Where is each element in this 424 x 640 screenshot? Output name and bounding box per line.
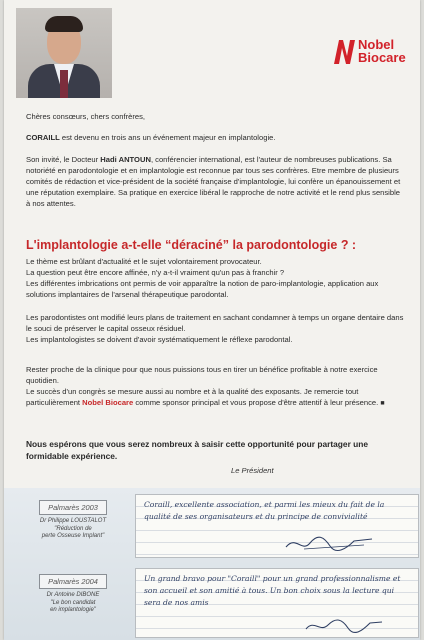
event-name: CORAILL [26, 133, 60, 142]
sponsor-name: Nobel [82, 398, 104, 407]
letter-invite-paragraph: Son invité, le Docteur Hadi ANTOUN, conférencier international, est l'auteur de nombreuses publications. Sa notoriété en parodontologie et en implantologie est reconnue par tous ses confrères. Etre membre de plusieurs comités de rédaction et vice-président de la société française d'implantologie, lui confère un épanouissement et une réputation exemplaire. Sa pratique en exercice libéral le rapproche de notre activité et le rend plus sensible à nos attentes. [26, 155, 401, 208]
final-statement: Nous espérons que vous serez nombreux à saisir cette opportunité pour partager une formidable expérience. [26, 439, 369, 461]
letter-intro: CORAILL est devenu en trois ans un événement majeur en implantologie. [26, 133, 276, 142]
testimonial-note-2003 [135, 494, 419, 558]
testimonial-label-2003: Palmarès 2003 Dr Philippe LOUSTALOT "Réduction de perte Osseuse Implant" [14, 500, 132, 558]
letter-greeting: Chères consœurs, chers confrères, [26, 112, 146, 121]
nobel-biocare-logo-mark-icon [331, 36, 357, 68]
brochure-page [4, 0, 420, 640]
closing-paragraph: Rester proche de la clinique pour que nous puissions tous en tirer un bénéfice profitable à notre exercice quotidien. Le succès d'un congrès se mesure aussi au nombre et à la qualité des exposants. Je remercie tout particulièrement Nobel Biocare comme sponsor principal et vous propose d'être attentif à leur présence. ■ [26, 365, 385, 407]
signature-icon [284, 533, 374, 553]
testimonial-label-2004: Palmarès 2004 Dr Antoine DIBONE "Le bon candidat en implantologie" [14, 574, 132, 632]
award-ribbon: Palmarès 2004 [39, 574, 107, 589]
testimonial-author: Dr Antoine DIBONE [46, 592, 100, 598]
signoff: Le Président [231, 466, 274, 475]
nobel-biocare-logo [331, 36, 420, 68]
logo-line-2: Biocare [358, 50, 406, 65]
parodontist-paragraph: Les parodontistes ont modifié leurs plans de traitement en sachant condamner à temps un organe dentaire dans le souci de préserver le capital osseux résiduel. Les implantologistes se doivent d'avoir systématiquement le réflexe parodontal. [26, 313, 404, 344]
logo-line-1: Nobel [358, 37, 395, 52]
speaker-name: Hadi ANTOUN [100, 155, 151, 164]
end-square-icon: ■ [380, 400, 385, 407]
signature-icon [304, 617, 384, 635]
handwritten-note: Coraill, excellente association, et parmi les mieux du fait de la qualité de ses organisateurs et du principe de convivialité [144, 500, 385, 521]
theme-paragraph: Le thème est brûlant d'actualité et le sujet volontairement provocateur. La question peut être encore affinée, n'y a-t-il vraiment qu'un pas à franchir ? Les différentes imbrications ont permis de voir apparaître la notion de paro-implantologie, application aux solutions implantaires de l'arsenal thérapeutique parodontal. [26, 257, 379, 299]
section-title: L'implantologie a-t-elle “déraciné” la parodontologie ? : [26, 238, 357, 252]
author-portrait [16, 8, 112, 98]
testimonial-author: Dr Philippe LOUSTALOT [39, 518, 107, 524]
award-ribbon: Palmarès 2003 [39, 500, 107, 515]
handwritten-note: Un grand bravo pour "Coraill" pour un grand professionnalisme et son accueil et son amitié à tous. Un bon choix sous la lecture qui sera de nos amis [144, 574, 401, 607]
testimonial-note-2004 [135, 568, 419, 638]
